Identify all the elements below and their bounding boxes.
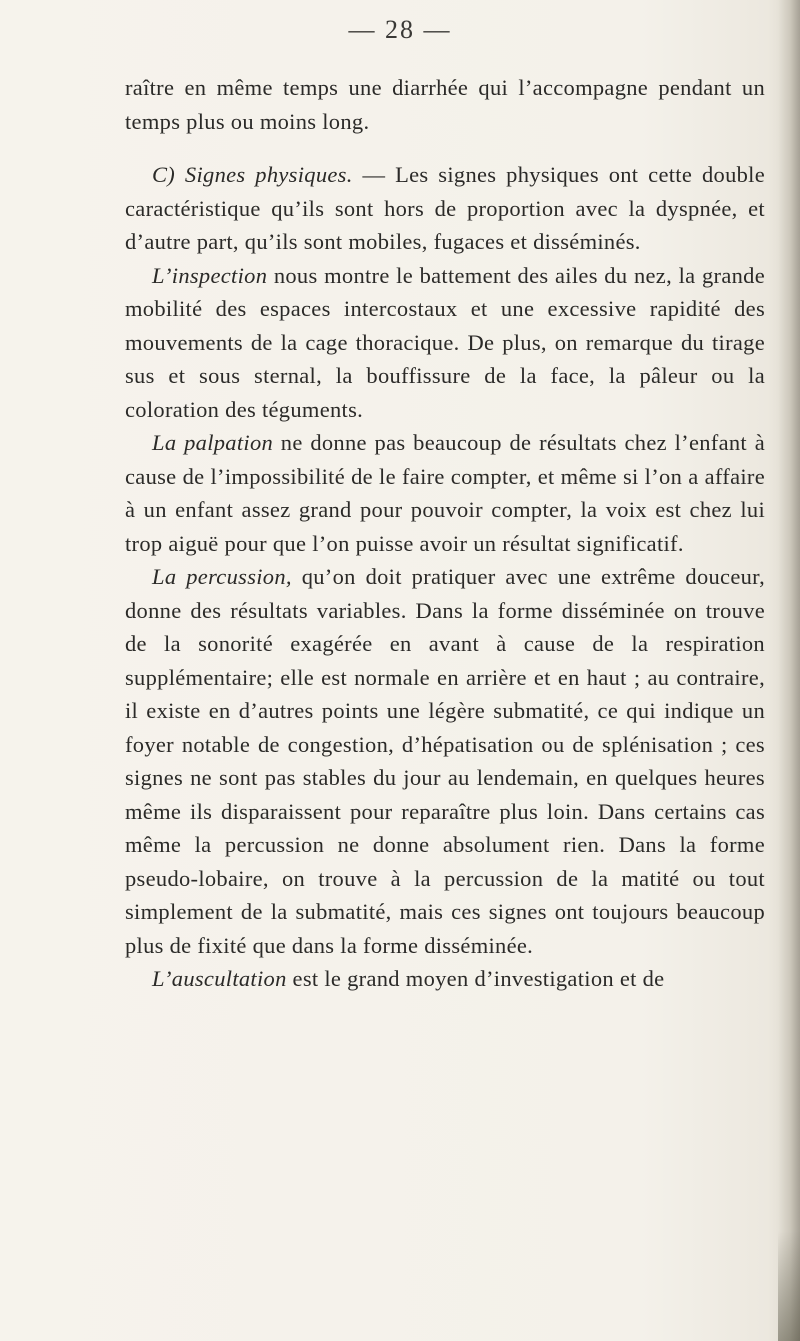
paragraph-lead: L’inspection xyxy=(152,262,268,288)
paragraph-percussion xyxy=(125,560,765,962)
paragraph-lead: La percussion, xyxy=(152,564,292,589)
paragraph-text: ne donne pas beaucoup de résultats chez l’enfant à cause de l’impossibilité de le faire compter, et même si l’on a affaire à un enfant assez grand pour pouvoir compter, la voix est chez lui trop aiguë pour que l’on puisse avoir un résultat significatif. xyxy=(125,430,765,556)
paragraph-text: raître en même temps une diarrhée qui l’accompagne pendant un temps plus ou moins long. xyxy=(125,75,765,134)
page-edge-shadow xyxy=(778,0,800,1341)
paragraph-continuation xyxy=(125,71,765,138)
body-text xyxy=(125,71,765,996)
paragraph-lead: La palpation xyxy=(152,430,274,455)
paragraph-text: — Les signes physiques ont cette double caractéristique qu’ils sont hors de proportion avec la dyspnée, et d’autre part, qu’ils sont mobiles, fugaces et disséminés. xyxy=(125,162,766,254)
paragraph-text: qu’on doit pratiquer avec une extrême douceur, donne des résultats variables. Dans la forme disséminée on trouve de la sonorité exagérée en avant à cause de la respiration supplémentaire; elle est normale en arrière et en haut ; au contraire, il existe en d’autres points une légère submatité, ce qui indique un foyer notable de congestion, d’hépatisation ou de splénisation ; ces signes ne sont pas stables du jour au lendemain, en quelques heures même ils disparaissent pour reparaître plus loin. Dans certains cas même la percussion ne donne absolument rien. Dans la forme pseudo-lobaire, on trouve à la percussion de la matité ou tout simplement de la submatité, mais ces signes ont toujours beaucoup plus de fixité que dans la forme disséminée. xyxy=(125,564,765,958)
section-heading: C) Signes physiques. xyxy=(152,162,353,187)
page-edge-stain xyxy=(778,1231,800,1341)
paragraph-lead: L’auscultation xyxy=(152,966,287,991)
paragraph-inspection xyxy=(125,259,765,427)
page-number: — 28 — xyxy=(348,15,452,44)
paragraph-text: nous montre le battement des ailes du nez, la grande mobilité des espaces intercostaux et une excessive rapidité des mouvements de la cage thoracique. De plus, on remarque du tirage sus et sous sternal, la bouffissure de la face, la pâleur ou la coloration des téguments. xyxy=(125,262,765,422)
paragraph-auscultation xyxy=(125,962,765,996)
paragraph-signes-physiques xyxy=(125,158,765,259)
paragraph-text: est le grand moyen d’investigation et de xyxy=(286,966,665,991)
paragraph-palpation xyxy=(125,426,765,560)
